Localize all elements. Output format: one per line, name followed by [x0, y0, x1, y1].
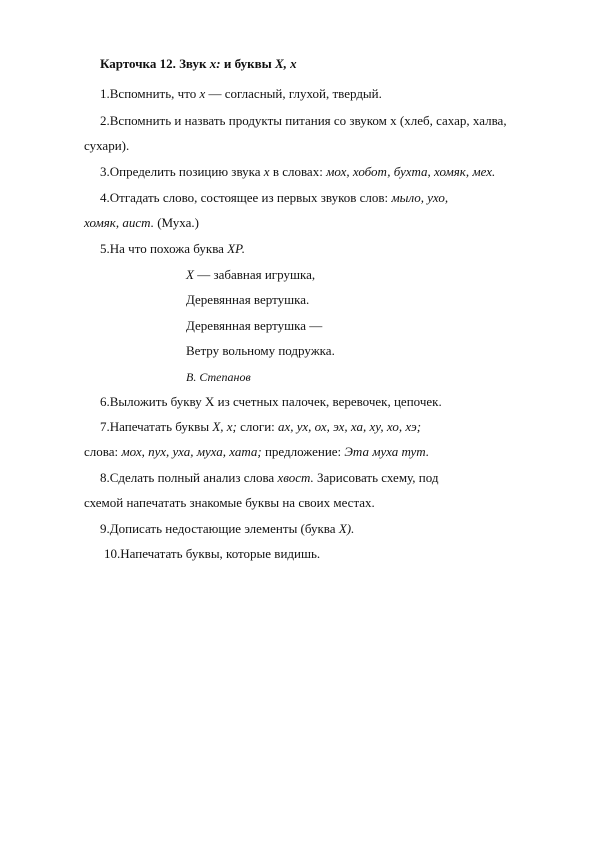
- poem-author: В. Степанов: [186, 370, 251, 384]
- task-7: 7.Напечатать буквы Х, х; слоги: ах, ух, ох, эх, ха, ху, хо, хэ;: [100, 419, 422, 434]
- task-4: 4.Отгадать слово, состоящее из первых звуков слов: мыло, ухо,: [100, 190, 449, 205]
- card-title: Карточка 12. Звук х: и буквы Х, х: [100, 56, 297, 71]
- task-8: 8.Сделать полный анализ слова хвост. Зарисовать схему, под: [100, 470, 439, 485]
- task-4-continuation: хомяк, аист. (Муха.): [84, 215, 199, 230]
- poem-line-2: Деревянная вертушка.: [186, 292, 310, 307]
- task-3: 3.Определить позицию звука х в словах: мох, хобот, бухта, хомяк, мех.: [100, 164, 496, 179]
- poem-line-1: Х — забавная игрушка,: [186, 267, 316, 282]
- task-1: 1.Вспомнить, что х — согласный, глухой, твердый.: [100, 86, 382, 101]
- poem-line-3: Деревянная вертушка —: [186, 318, 323, 333]
- task-2: 2.Вспомнить и назвать продукты питания со звуком х (хлеб, сахар, халва,: [100, 113, 507, 128]
- task-8-continuation: схемой напечатать знакомые буквы на своих местах.: [84, 495, 375, 510]
- task-2-continuation: сухари).: [84, 138, 130, 153]
- task-5: 5.На что похожа буква ХР.: [100, 241, 246, 256]
- task-10: 10.Напечатать буквы, которые видишь.: [104, 546, 321, 561]
- task-7-continuation: слова: мох, пух, уха, муха, хата; предложение: Эта муха тут.: [84, 444, 430, 459]
- task-6: 6.Выложить букву Х из счетных палочек, веревочек, цепочек.: [100, 394, 442, 409]
- task-9: 9.Дописать недостающие элементы (буква Х).: [100, 521, 355, 536]
- poem-line-4: Ветру вольному подружка.: [186, 343, 335, 358]
